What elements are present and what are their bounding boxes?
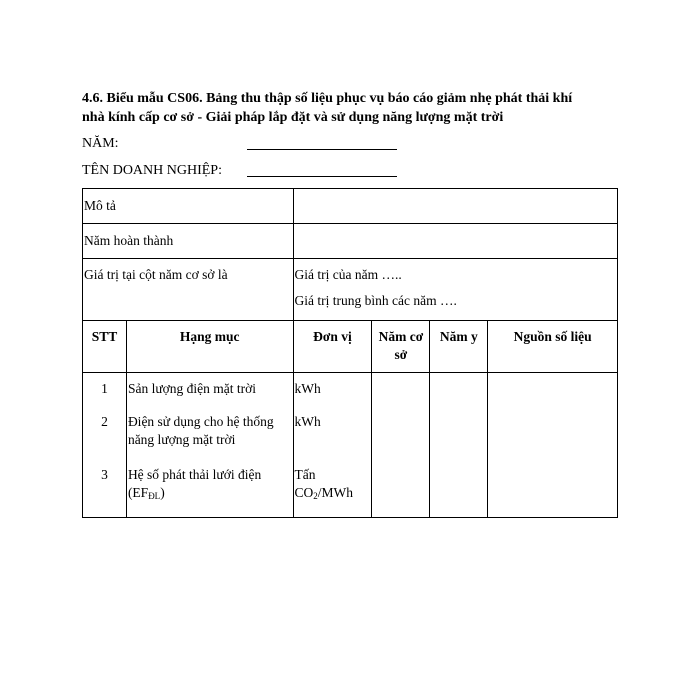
col-source: Nguồn số liệu [488,321,618,373]
company-field[interactable] [82,163,222,179]
row2-source[interactable] [488,398,618,449]
base-year-option2: Giá trị trung bình các năm …. [294,293,457,308]
company-label: TÊN DOANH NGHIỆP: [82,163,222,178]
table-row [83,449,618,517]
description-row [83,189,618,224]
completion-year-value[interactable] [293,224,617,259]
row3-item-sub: ĐL [148,491,161,501]
table-row [83,398,618,449]
row3-item-end: ) [160,485,165,500]
row3-source[interactable] [488,449,618,517]
base-year-row [83,259,618,321]
form-title [82,89,622,127]
completion-year-row [83,224,618,259]
completion-year-label: Năm hoàn thành [83,224,294,259]
col-unit: Đơn vị [293,321,372,373]
description-value[interactable] [293,189,617,224]
form-title-line1: 4.6. Biểu mẫu CS06. Bảng thu thập số liệu phục vụ báo cáo giảm nhẹ phát thải khí [82,91,573,106]
row2-unit: kWh [293,398,372,449]
col-item: Hạng mục [126,321,293,373]
row1-source[interactable] [488,373,618,399]
row3-unit [293,449,372,517]
year-field[interactable] [82,136,119,152]
row2-stt: 2 [83,398,127,449]
col-year-y: Năm y [430,321,488,373]
row1-item: Sản lượng điện mặt trời [126,373,293,399]
year-line[interactable] [247,149,397,150]
form-title-line2: nhà kính cấp cơ sở - Giải pháp lắp đặt và sử dụng năng lượng mặt trời [82,110,504,125]
base-year-label: Giá trị tại cột năm cơ sở là [83,259,294,321]
row3-unit-end: /MWh [317,485,354,500]
row3-unit-line2 [295,484,371,505]
base-year-option1: Giá trị của năm ….. [294,267,402,282]
data-table [82,188,618,518]
row2-item: Điện sử dụng cho hệ thống năng lượng mặt trời [126,398,293,449]
row1-stt: 1 [83,373,127,399]
row3-unit-co: CO [294,485,314,500]
company-line[interactable] [247,176,397,177]
row3-unit-sub: 2 [313,491,318,501]
description-label: Mô tả [83,189,294,224]
row1-base-year[interactable] [372,373,430,399]
col-stt: STT [83,321,127,373]
base-year-options [293,259,617,321]
col-base-year: Năm cơ sở [372,321,430,373]
row3-base-year[interactable] [372,449,430,517]
row1-year-y[interactable] [430,373,488,399]
row3-item-main: Hệ số phát thải lưới điện (EF [127,467,262,500]
year-label: NĂM: [82,136,119,151]
table-row [83,373,618,399]
row2-base-year[interactable] [372,398,430,449]
row1-unit: kWh [293,373,372,399]
header-row [83,321,618,373]
row3-year-y[interactable] [430,449,488,517]
row3-unit-line1: Tấn [294,467,316,482]
row2-year-y[interactable] [430,398,488,449]
row3-stt: 3 [83,449,127,517]
row3-item [126,449,293,517]
